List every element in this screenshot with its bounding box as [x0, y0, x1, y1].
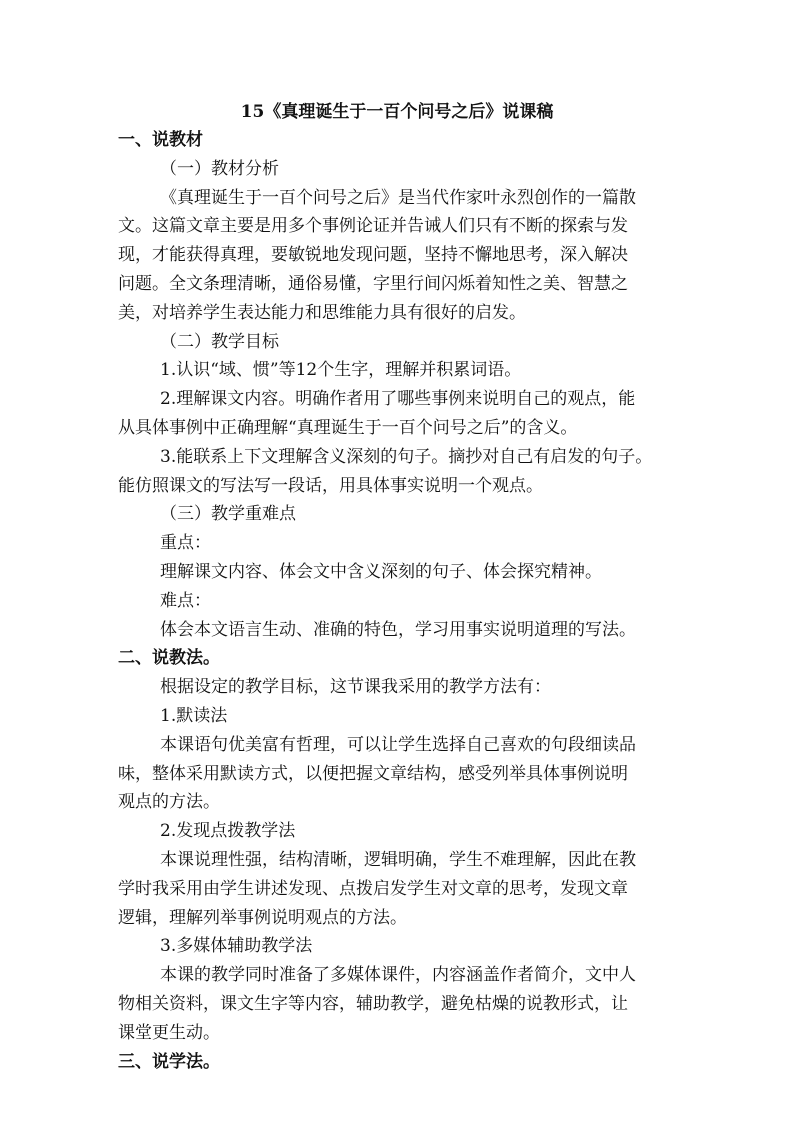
paragraph-line: 重点：: [160, 533, 211, 554]
paragraph-line: 体会本文语言生动、准确的特色，学习用事实说明道理的写法。: [160, 619, 636, 640]
section-heading: 一、说教材: [118, 130, 203, 150]
paragraph-line: 本课语句优美富有哲理，可以让学生选择自己喜欢的句段细读品: [160, 734, 636, 755]
paragraph-line: 1.默读法: [160, 706, 228, 726]
subsection-heading: （一）教材分析: [160, 158, 279, 179]
paragraph-line: 逻辑，理解列举事例说明观点的方法。: [118, 907, 407, 928]
paragraph-line: 文。这篇文章主要是用多个事例论证并告诫人们只有不断的探索与发: [118, 216, 628, 237]
section-heading: 三、说学法。: [118, 1051, 220, 1072]
paragraph-line: 1.认识“域、惯”等12个生字，理解并积累词语。: [160, 360, 522, 381]
document-title: 15《真理诞生于一百个问号之后》说课稿: [240, 102, 554, 122]
paragraph-line: 从具体事例中正确理解“真理诞生于一百个问号之后”的含义。: [118, 418, 578, 438]
paragraph-line: 物相关资料，课文生字等内容，辅助教学，避免枯燥的说教形式，让: [118, 994, 628, 1014]
paragraph-line: 美，对培养学生表达能力和思维能力具有很好的启发。: [118, 302, 526, 323]
paragraph-line: 理解课文内容、体会文中含义深刻的句子、体会探究精神。: [160, 562, 602, 582]
paragraph-line: 问题。全文条理清晰，通俗易懂，字里行间闪烁着知性之美、智慧之: [118, 274, 628, 294]
paragraph-line: 观点的方法。: [118, 792, 220, 813]
paragraph-line: 难点：: [160, 590, 211, 611]
paragraph-line: 3.能联系上下文理解含义深刻的句子。摘抄对自己有启发的句子。: [160, 446, 653, 467]
subsection-heading: （二）教学目标: [160, 331, 279, 352]
paragraph-line: 学时我采用由学生讲述发现、点拨启发学生对文章的思考，发现文章: [118, 878, 628, 899]
paragraph-line: 味，整体采用默读方式，以便把握文章结构，感受列举具体事例说明: [118, 763, 628, 784]
paragraph-line: 2.发现点拨教学法: [160, 821, 296, 842]
paragraph-line: 2.理解课文内容。明确作者用了哪些事例来说明自己的观点，能: [160, 389, 636, 410]
subsection-heading: （三）教学重难点: [160, 504, 296, 525]
paragraph-line: 《真理诞生于一百个问号之后》是当代作家叶永烈创作的一篇散: [160, 187, 636, 208]
paragraph-line: 现，才能获得真理，要敏锐地发现问题，坚持不懈地思考，深入解决: [118, 245, 628, 266]
section-heading: 二、说教法。: [118, 648, 220, 669]
paragraph-line: 3.多媒体辅助教学法: [160, 936, 313, 957]
paragraph-line: 根据设定的教学目标，这节课我采用的教学方法有：: [160, 677, 551, 698]
paragraph-line: 课堂更生动。: [118, 1022, 220, 1043]
paragraph-line: 本课的教学同时准备了多媒体课件，内容涵盖作者简介，文中人: [160, 965, 636, 986]
paragraph-line: 本课说理性强，结构清晰，逻辑明确，学生不难理解，因此在教: [160, 850, 636, 870]
paragraph-line: 能仿照课文的写法写一段话，用具体事实说明一个观点。: [118, 475, 543, 496]
